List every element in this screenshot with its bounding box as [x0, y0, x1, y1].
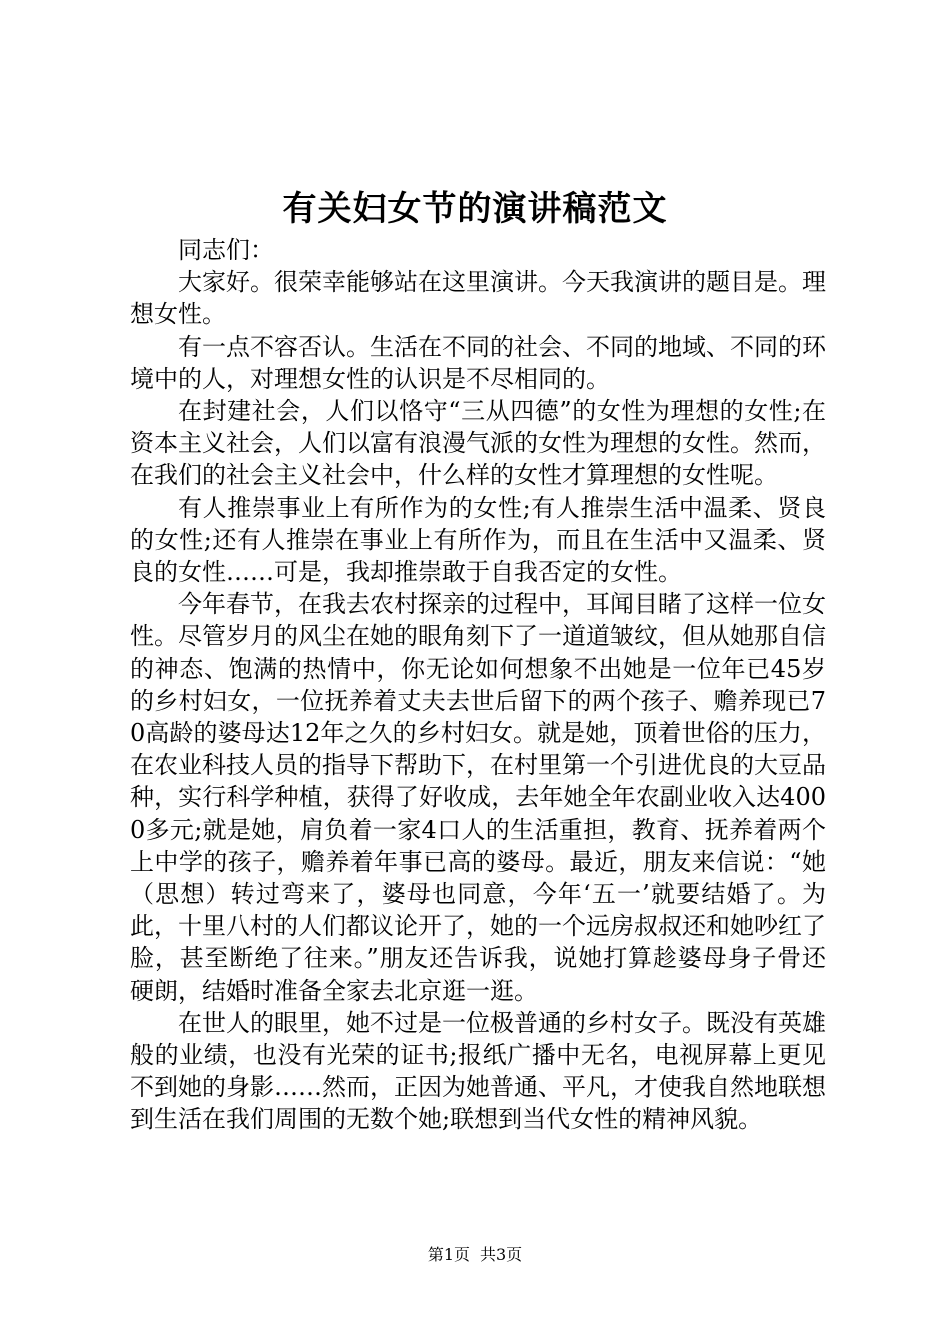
paragraph: 有人推崇事业上有所作为的女性;有人推崇生活中温柔、贤良的女性;还有人推崇在事业上有所作为，而且在生活中又温柔、贤良的女性……可是，我却推崇敢于自我否定的女性。	[130, 493, 826, 587]
paragraph: 今年春节，在我去农村探亲的过程中，耳闻目睹了这样一位女性。尽管岁月的风尘在她的眼角刻下了一道道皱纹，但从她那自信的神态、饱满的热情中，你无论如何想象不出她是一位年已45岁的乡村妇女，一位抚养着丈夫去世后留下的两个孩子、赡养现已70高龄的婆母达12年之久的乡村妇女。就是她，顶着世俗的压力，在农业科技人员的指导下帮助下，在村里第一个引进优良的大豆品种，实行科学种植，获得了好收成，去年她全年农副业收入达4000多元;就是她，肩负着一家4口人的生活重担，教育、抚养着两个上中学的孩子，赡养着年事已高的婆母。最近，朋友来信说：“她（思想）转过弯来了，婆母也同意，今年‘五一’就要结婚了。为此，十里八村的人们都议论开了，她的一个远房叔叔还和她吵红了脸，甚至断绝了往来。”朋友还告诉我，说她打算趁婆母身子骨还硬朗，结婚时准备全家去北京逛一逛。	[130, 590, 826, 1005]
greeting-line: 同志们：	[178, 236, 274, 264]
paragraph: 在封建社会，人们以恪守“三从四德”的女性为理想的女性;在资本主义社会，人们以富有浪漫气派的女性为理想的女性。然而，在我们的社会主义社会中，什么样的女性才算理想的女性呢。	[130, 397, 826, 490]
page-number: 第1页	[427, 1245, 470, 1264]
page-footer	[0, 1244, 950, 1266]
paragraph: 在世人的眼里，她不过是一位极普通的乡村女子。既没有英雄般的业绩，也没有光荣的证书;报纸广播中无名，电视屏幕上更见不到她的身影……然而，正因为她普通、平凡，才使我自然地联想到生活在我们周围的无数个她;联想到当代女性的精神风貌。	[130, 1008, 826, 1134]
document-body	[130, 234, 826, 1136]
paragraph: 大家好。很荣幸能够站在这里演讲。今天我演讲的题目是。理想女性。	[130, 268, 826, 329]
paragraph: 有一点不容否认。生活在不同的社会、不同的地域、不同的环境中的人，对理想女性的认识是不尽相同的。	[130, 332, 826, 393]
page-total: 共3页	[480, 1245, 523, 1264]
document-title: 有关妇女节的演讲稿范文	[282, 189, 668, 229]
